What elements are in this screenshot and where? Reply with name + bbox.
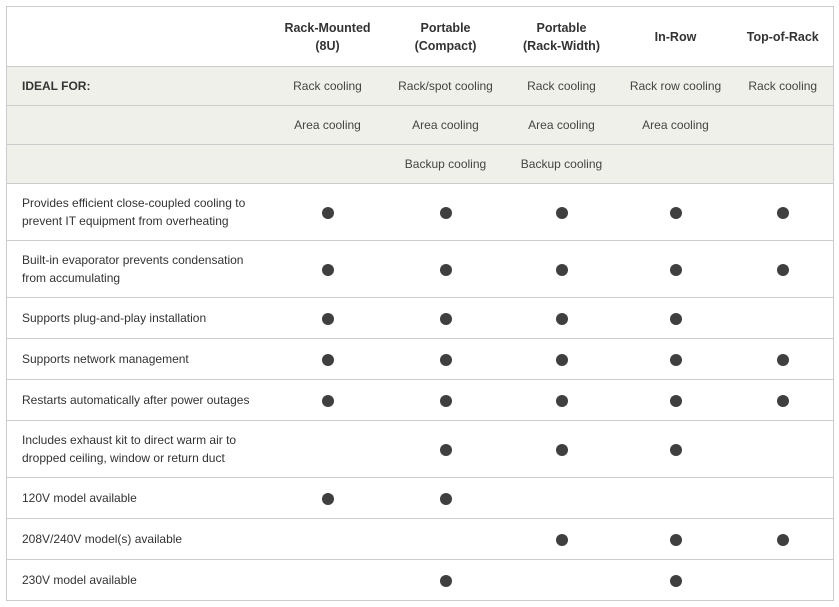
filled-circle-icon (440, 207, 452, 219)
feature-cell (733, 519, 834, 560)
header-row (7, 7, 834, 67)
feature-cell (505, 298, 619, 339)
feature-row (7, 380, 834, 421)
column-header-line1: In-Row (654, 29, 697, 44)
ideal-cell: Rack cooling (505, 67, 619, 106)
filled-circle-icon (440, 575, 452, 587)
feature-cell (269, 478, 387, 519)
filled-circle-icon (670, 444, 682, 456)
filled-circle-icon (556, 395, 568, 407)
filled-circle-icon (322, 264, 334, 276)
feature-cell (387, 339, 505, 380)
ideal-cell: Rack cooling (733, 67, 834, 106)
feature-label: 120V model available (7, 478, 269, 519)
feature-row (7, 478, 834, 519)
ideal-cell: Area cooling (387, 106, 505, 145)
feature-cell (619, 298, 733, 339)
feature-cell (505, 339, 619, 380)
filled-circle-icon (670, 207, 682, 219)
column-header-line1: Portable (420, 20, 471, 35)
feature-cell (269, 519, 387, 560)
feature-cell (505, 478, 619, 519)
column-header-top-of-rack (733, 7, 834, 67)
ideal-cell: Backup cooling (387, 145, 505, 184)
filled-circle-icon (440, 264, 452, 276)
column-header-line2: (Rack-Width) (523, 38, 600, 53)
feature-cell (733, 241, 834, 298)
feature-cell (505, 380, 619, 421)
filled-circle-icon (670, 313, 682, 325)
feature-label: Built-in evaporator prevents condensation from accumulating (7, 241, 269, 298)
filled-circle-icon (440, 395, 452, 407)
feature-cell (505, 184, 619, 241)
filled-circle-icon (556, 207, 568, 219)
header-empty-cell (7, 7, 269, 67)
ideal-cell (733, 106, 834, 145)
feature-cell (269, 380, 387, 421)
feature-cell (505, 421, 619, 478)
filled-circle-icon (322, 313, 334, 325)
ideal-for-row (7, 145, 834, 184)
filled-circle-icon (440, 313, 452, 325)
feature-cell (619, 519, 733, 560)
feature-cell (269, 339, 387, 380)
feature-cell (269, 241, 387, 298)
filled-circle-icon (322, 395, 334, 407)
filled-circle-icon (322, 354, 334, 366)
feature-label: 230V model available (7, 560, 269, 601)
feature-cell (505, 241, 619, 298)
filled-circle-icon (322, 207, 334, 219)
column-header-line2: (Compact) (414, 38, 477, 53)
feature-cell (387, 478, 505, 519)
filled-circle-icon (670, 575, 682, 587)
filled-circle-icon (322, 493, 334, 505)
feature-rows (7, 184, 834, 601)
feature-cell (387, 184, 505, 241)
filled-circle-icon (440, 354, 452, 366)
column-header-portable-rack-width (505, 7, 619, 67)
feature-cell (733, 478, 834, 519)
filled-circle-icon (777, 264, 789, 276)
ideal-cell: Backup cooling (505, 145, 619, 184)
column-header-portable-compact (387, 7, 505, 67)
feature-cell (387, 421, 505, 478)
feature-cell (619, 380, 733, 421)
feature-cell (619, 560, 733, 601)
feature-cell (505, 560, 619, 601)
filled-circle-icon (777, 354, 789, 366)
filled-circle-icon (440, 444, 452, 456)
feature-cell (733, 184, 834, 241)
ideal-cell: Rack/spot cooling (387, 67, 505, 106)
ideal-for-label-empty (7, 106, 269, 145)
feature-label: Supports network management (7, 339, 269, 380)
ideal-for-row (7, 67, 834, 106)
ideal-for-label-empty (7, 145, 269, 184)
feature-row (7, 339, 834, 380)
feature-cell (733, 298, 834, 339)
ideal-cell (269, 145, 387, 184)
ideal-cell: Rack cooling (269, 67, 387, 106)
feature-cell (387, 241, 505, 298)
feature-row (7, 298, 834, 339)
feature-cell (619, 478, 733, 519)
ideal-cell (733, 145, 834, 184)
feature-cell (387, 298, 505, 339)
filled-circle-icon (777, 207, 789, 219)
feature-label: Supports plug-and-play installation (7, 298, 269, 339)
ideal-cell: Area cooling (619, 106, 733, 145)
feature-label: Restarts automatically after power outages (7, 380, 269, 421)
filled-circle-icon (670, 395, 682, 407)
ideal-cell: Area cooling (269, 106, 387, 145)
filled-circle-icon (556, 444, 568, 456)
comparison-table (6, 6, 834, 601)
feature-row (7, 241, 834, 298)
filled-circle-icon (670, 534, 682, 546)
feature-row (7, 184, 834, 241)
feature-cell (387, 519, 505, 560)
ideal-cell (619, 145, 733, 184)
feature-label: Includes exhaust kit to direct warm air to dropped ceiling, window or return duct (7, 421, 269, 478)
feature-cell (733, 560, 834, 601)
column-header-line1: Top-of-Rack (746, 29, 819, 44)
column-header-in-row (619, 7, 733, 67)
filled-circle-icon (777, 395, 789, 407)
column-header-line2: (8U) (315, 38, 340, 53)
filled-circle-icon (556, 534, 568, 546)
ideal-for-row (7, 106, 834, 145)
feature-row (7, 560, 834, 601)
ideal-for-label: IDEAL FOR: (7, 67, 269, 106)
feature-row (7, 421, 834, 478)
feature-cell (387, 560, 505, 601)
feature-row (7, 519, 834, 560)
filled-circle-icon (670, 354, 682, 366)
filled-circle-icon (556, 313, 568, 325)
feature-cell (505, 519, 619, 560)
feature-cell (619, 421, 733, 478)
feature-cell (269, 298, 387, 339)
feature-cell (733, 421, 834, 478)
column-header-line1: Rack-Mounted (284, 20, 371, 35)
filled-circle-icon (440, 493, 452, 505)
column-header-line1: Portable (536, 20, 587, 35)
feature-label: 208V/240V model(s) available (7, 519, 269, 560)
feature-cell (269, 184, 387, 241)
feature-cell (269, 421, 387, 478)
feature-cell (269, 560, 387, 601)
ideal-cell: Area cooling (505, 106, 619, 145)
feature-cell (619, 241, 733, 298)
filled-circle-icon (556, 354, 568, 366)
feature-cell (733, 339, 834, 380)
column-header-rack-mounted (269, 7, 387, 67)
ideal-cell: Rack row cooling (619, 67, 733, 106)
filled-circle-icon (556, 264, 568, 276)
feature-cell (387, 380, 505, 421)
feature-label: Provides efficient close-coupled cooling to prevent IT equipment from overheating (7, 184, 269, 241)
feature-cell (733, 380, 834, 421)
filled-circle-icon (670, 264, 682, 276)
feature-cell (619, 339, 733, 380)
feature-cell (619, 184, 733, 241)
filled-circle-icon (777, 534, 789, 546)
